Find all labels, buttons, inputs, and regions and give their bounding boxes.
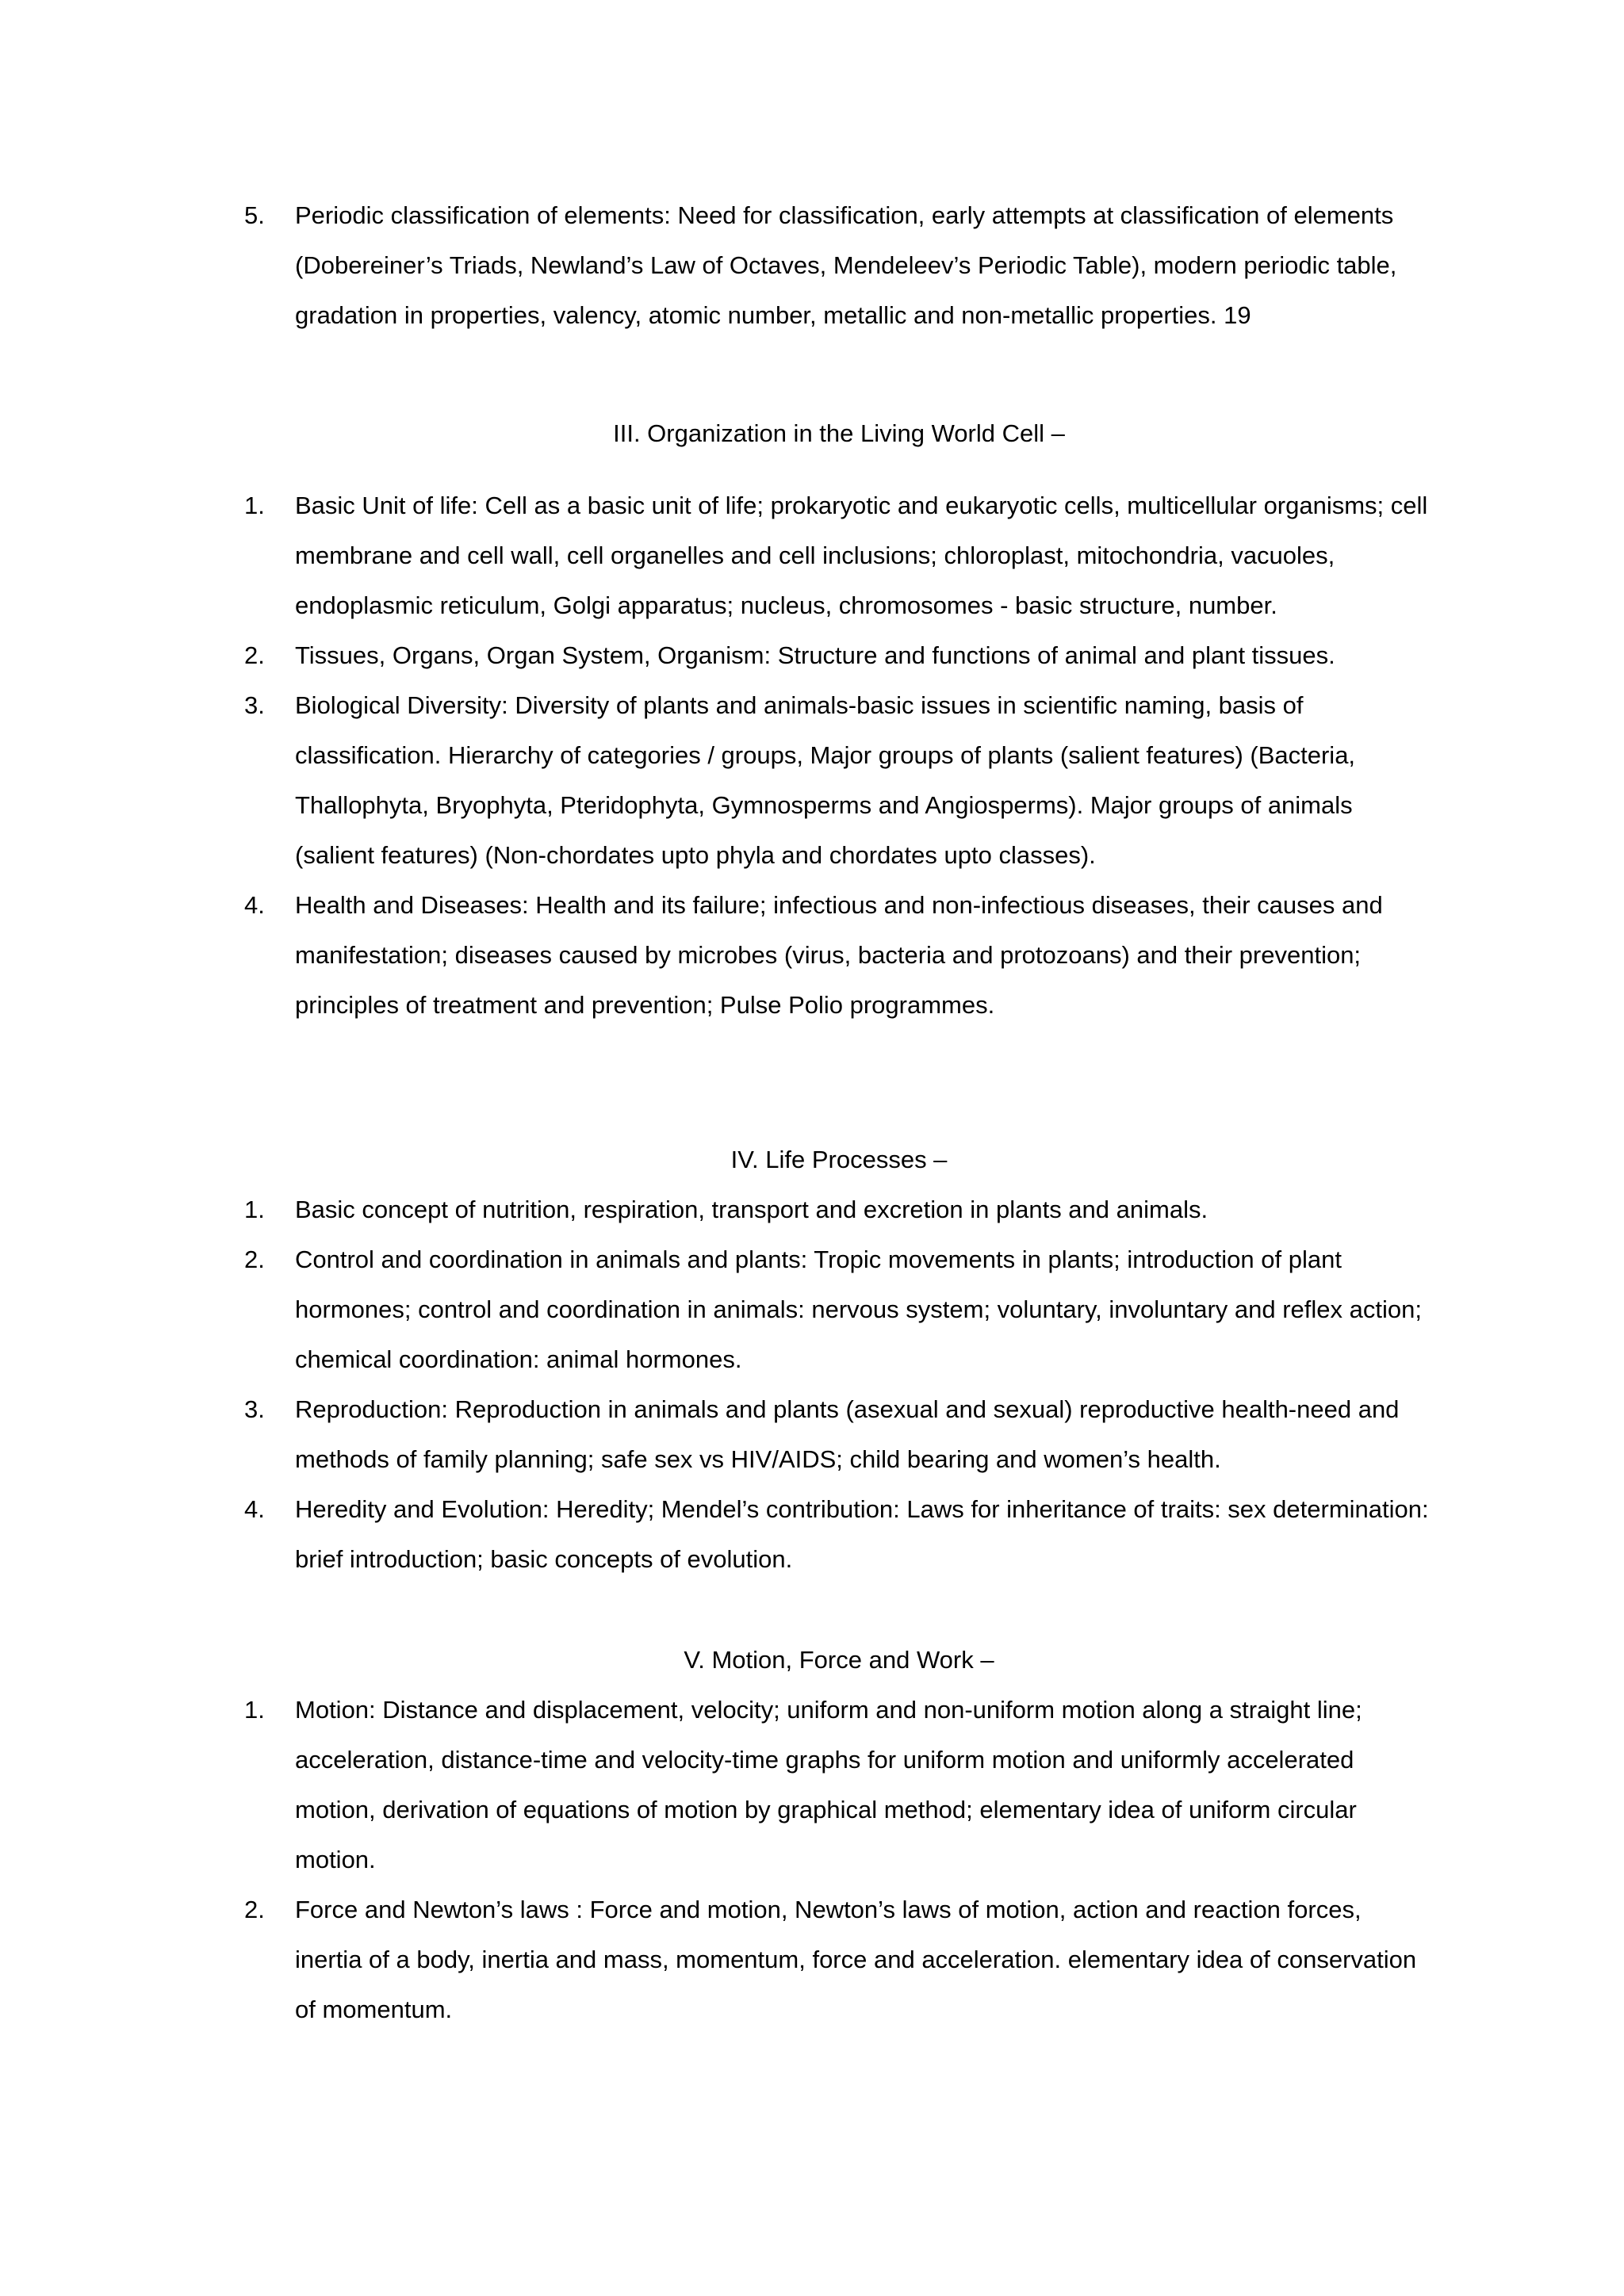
item-number: 1. [244, 1196, 265, 1223]
item-text: Motion: Distance and displacement, velocity; uniform and non-uniform motion along a straight line; acceleration, distance-time and velocity-time graphs for uniform motion and uniformly accelerated motion, derivation of equations of motion by graphical method; elementary idea of uniform circular motion. [295, 1696, 1362, 1873]
item-text: Basic Unit of life: Cell as a basic unit of life; prokaryotic and eukaryotic cells, multicellular organisms; cell membrane and cell wall, cell organelles and cell inclusions; chloroplast, mitochondria, vacuoles, endoplasmic reticulum, Golgi apparatus; nucleus, chromosomes - basic structure, number. [295, 492, 1428, 619]
section-list-life-processes [244, 1184, 1434, 1584]
item-number: 1. [244, 1696, 265, 1724]
item-number: 4. [244, 891, 265, 919]
list-item [244, 480, 1434, 630]
list-item [244, 190, 1434, 340]
list-item [244, 880, 1434, 1030]
item-number: 3. [244, 691, 265, 719]
item-number: 2. [244, 641, 265, 669]
item-number: 2. [244, 1896, 265, 1923]
section-list-organization [244, 480, 1434, 1030]
list-item [244, 1384, 1434, 1484]
list-item [244, 1885, 1434, 2034]
item-text: Tissues, Organs, Organ System, Organism: Structure and functions of animal and plant tissues. [295, 641, 1335, 669]
item-number: 1. [244, 492, 265, 519]
section-heading-motion-force-work: V. Motion, Force and Work – [684, 1646, 994, 1674]
item-number: 2. [244, 1246, 265, 1273]
section-heading-life-processes: IV. Life Processes – [730, 1146, 948, 1173]
section-heading-organization: III. Organization in the Living World Cell – [613, 419, 1065, 447]
list-item [244, 1484, 1434, 1584]
item-text: Force and Newton’s laws : Force and motion, Newton’s laws of motion, action and reaction forces, inertia of a body, inertia and mass, momentum, force and acceleration. elementary idea of conservation of momentum. [295, 1896, 1417, 2023]
list-item [244, 1184, 1434, 1234]
item-text: Heredity and Evolution: Heredity; Mendel’s contribution: Laws for inheritance of traits: sex determination: brief introduction; basic concepts of evolution. [295, 1495, 1429, 1573]
item-text: Basic concept of nutrition, respiration, transport and excretion in plants and animals. [295, 1196, 1208, 1223]
item-text: Reproduction: Reproduction in animals and plants (asexual and sexual) reproductive health-need and methods of family planning; safe sex vs HIV/AIDS; child bearing and women’s health. [295, 1395, 1400, 1473]
section-list-motion-force-work [244, 1685, 1434, 2034]
item-number: 5. [244, 201, 265, 229]
item-text: Control and coordination in animals and plants: Tropic movements in plants; introduction of plant hormones; control and coordination in animals: nervous system; voluntary, involuntary and reflex action; chemical coordination: animal hormones. [295, 1246, 1422, 1373]
list-item [244, 1234, 1434, 1384]
intro-list [244, 190, 1434, 340]
list-item [244, 1685, 1434, 1885]
list-item [244, 630, 1434, 680]
list-item [244, 680, 1434, 880]
item-text: Biological Diversity: Diversity of plants and animals-basic issues in scientific naming, basis of classification. Hierarchy of categories / groups, Major groups of plants (salient features) (Bacteria, Thallophyta, Bryophyta, Pteridophyta, Gymnosperms and Angiosperms). Major groups of animals (salient features) (Non-chordates upto phyla and chordates upto classes). [295, 691, 1356, 869]
item-number: 4. [244, 1495, 265, 1523]
item-text: Health and Diseases: Health and its failure; infectious and non-infectious diseases, their causes and manifestation; diseases caused by microbes (virus, bacteria and protozoans) and their prevention; principles of treatment and prevention; Pulse Polio programmes. [295, 891, 1383, 1019]
item-number: 3. [244, 1395, 265, 1423]
item-text: Periodic classification of elements: Need for classification, early attempts at classification of elements (Dobereiner’s Triads, Newland’s Law of Octaves, Mendeleev’s Periodic Table), modern periodic table, gradation in properties, valency, atomic number, metallic and non-metallic properties. 19 [295, 201, 1397, 329]
